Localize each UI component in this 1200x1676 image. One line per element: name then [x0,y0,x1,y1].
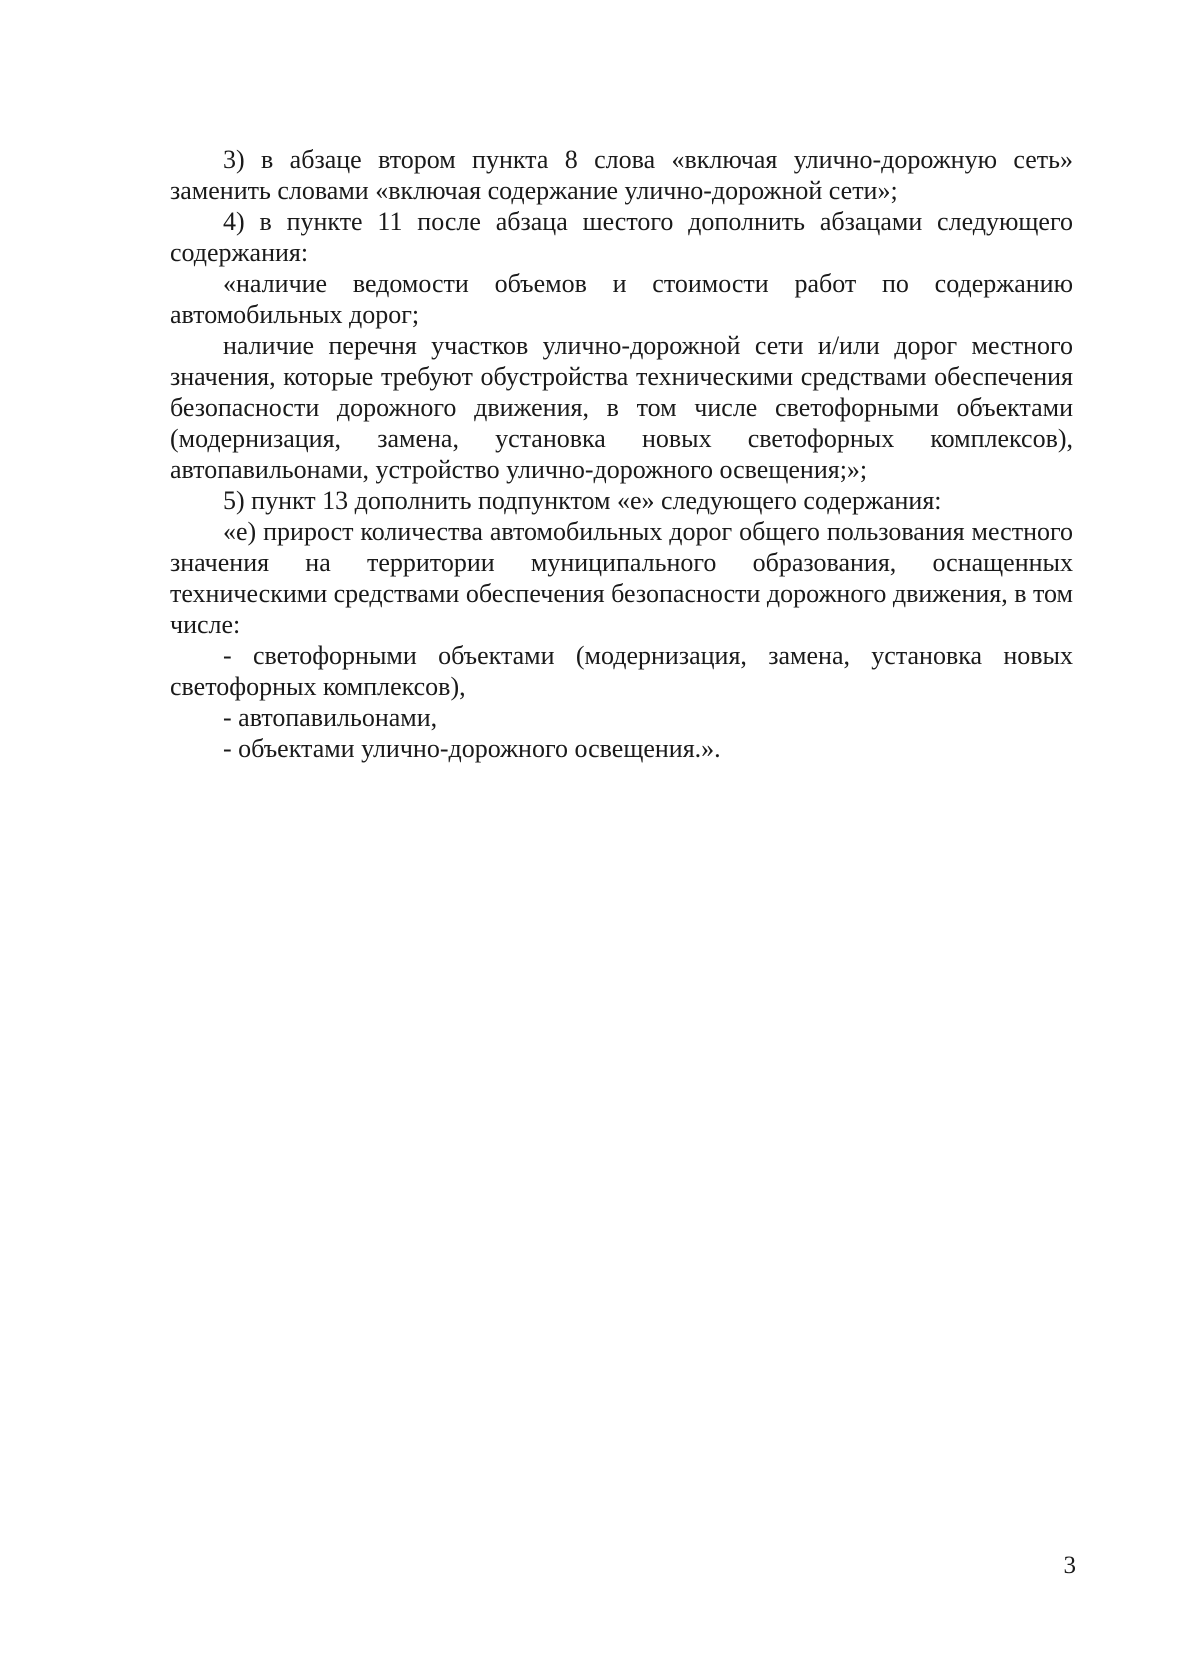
paragraph-subitem-e: «е) прирост количества автомобильных дорог общего пользования местного значения на территории муниципального образования, оснащенных техническими средствами обеспечения безопасности дорожного движения, в том числе: [170,517,1073,639]
paragraph-quote-statement: «наличие ведомости объемов и стоимости работ по содержанию автомобильных дорог; [170,269,1073,329]
page-number: 3 [1063,1552,1076,1579]
paragraph-item-5: 5) пункт 13 дополнить подпунктом «е» следующего содержания: [223,486,942,515]
paragraph-item-3: 3) в абзаце втором пункта 8 слова «включая улично-дорожную сеть» заменить словами «включая содержание улично-дорожной сети»; [170,145,1073,205]
paragraph-quote-list: наличие перечня участков улично-дорожной сети и/или дорог местного значения, которые требуют обустройства техническими средствами обеспечения безопасности дорожного движения, в том числе светофорными объектами (модернизация, замена, установка новых светофорных комплексов), автопавильонами, устройство улично-дорожного освещения;»; [170,331,1073,484]
paragraph-dash-street-lighting: - объектами улично-дорожного освещения.». [223,734,721,763]
paragraph-dash-bus-shelters: - автопавильонами, [223,703,438,732]
paragraph-dash-traffic-lights: - светофорными объектами (модернизация, замена, установка новых светофорных комплексов), [170,641,1073,701]
paragraph-item-4: 4) в пункте 11 после абзаца шестого дополнить абзацами следующего содержания: [170,207,1073,267]
document-body [170,144,1073,764]
